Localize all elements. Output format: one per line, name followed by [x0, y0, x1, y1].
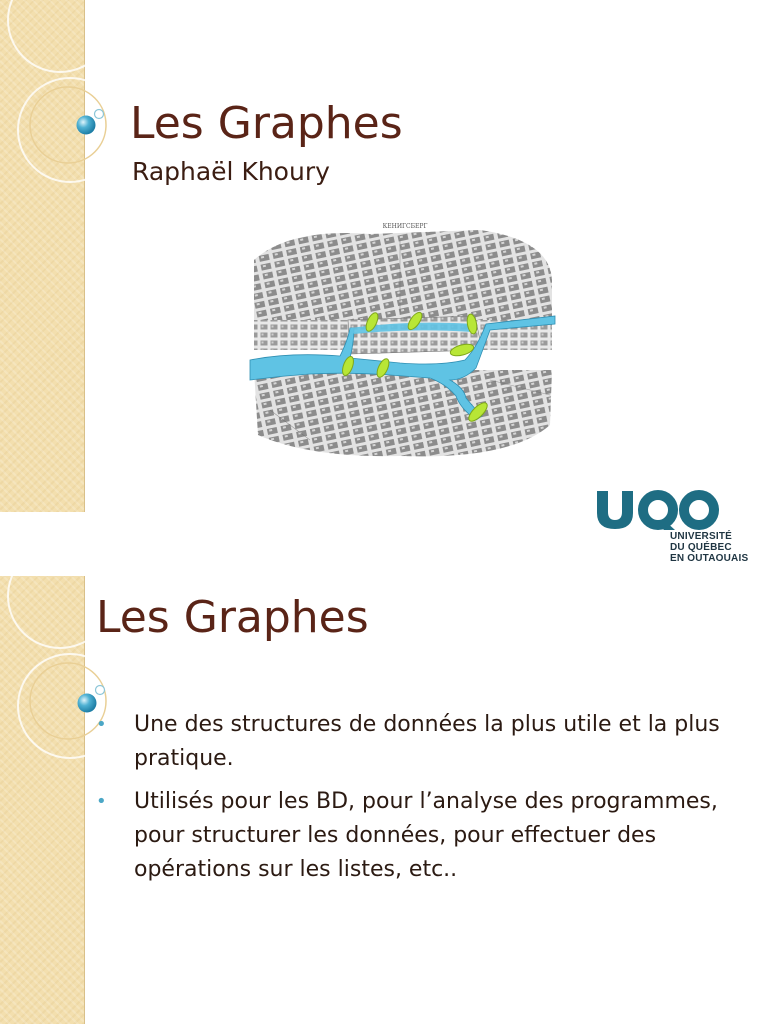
slide-title: Les Graphes [130, 98, 403, 149]
bullet-ball-icon [78, 694, 97, 713]
bullet-ball-icon [77, 116, 96, 135]
bullet-text: Utilisés pour les BD, pour l’analyse des programmes, pour structurer les données, pour effectuer des opérations sur les listes, etc.. [134, 789, 718, 882]
logo-line: EN OUTAOUAIS [670, 553, 749, 564]
bullet-icon: • [96, 791, 107, 812]
uqo-wordmark: UQO [594, 487, 597, 488]
slide-subtitle-author: Raphaël Khoury [132, 157, 330, 186]
bullet-text: Une des structures de données la plus utile et la plus pratique. [134, 712, 720, 771]
bullet-icon: • [96, 714, 107, 735]
bullet-list [96, 708, 736, 896]
uqo-logo [594, 487, 749, 564]
list-item [96, 785, 736, 887]
logo-line: UNIVERSITÉ [670, 531, 733, 542]
list-item [96, 708, 736, 776]
content-slide [0, 576, 768, 1024]
map-caption: КЕНИГСБЕРГ [382, 223, 428, 230]
logo-line: DU QUÉBEC [670, 542, 732, 553]
konigsberg-bridges-map [250, 220, 555, 462]
uqo-logo-mark [594, 487, 719, 531]
uqo-logo-text [670, 531, 780, 564]
decorative-swirl-icon [0, 0, 140, 512]
slide-title: Les Graphes [96, 592, 369, 643]
